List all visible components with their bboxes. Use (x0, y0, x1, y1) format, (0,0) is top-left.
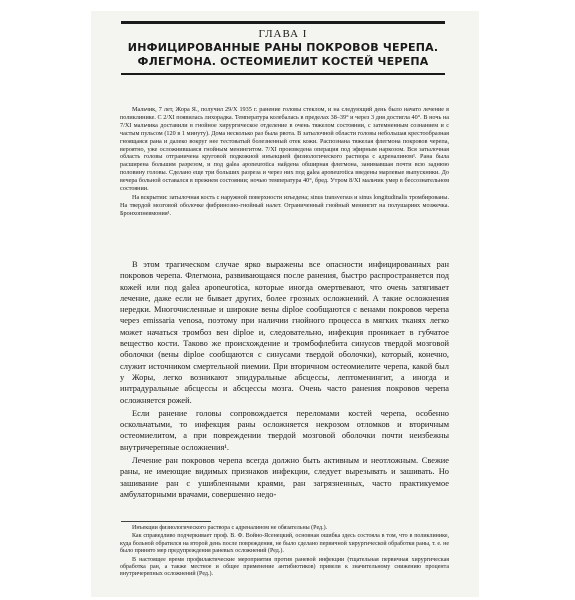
autopsy-paragraph: На вскрытии: затылочная кость с наружной поверхности изъедена; sinus transversus и sinus longitudinalis тромбированы. На твердой мозговой оболочке фибринозно-гнойный налет. Ограниченный гнойный менингит на полушариях мозжечка. Бронхопневмония¹. (120, 193, 449, 217)
body-paragraph-3: Лечение ран покровов черепа всегда должно быть активным и неотложным. Свежие раны, не имеющие видимых признаков инфекции, следует вырезывать и зашивать. Но зашивание ран с ушибленными краями, ран загрязненных, часто практикуемое амбулаторными врачами, совершенно недо- (120, 456, 449, 499)
chapter-title-rule (121, 73, 445, 75)
footnote-rule (121, 521, 211, 522)
case-history (120, 106, 449, 218)
book-page (91, 11, 479, 597)
chapter-title-line-1: ИНФИЦИРОВАННЫЕ РАНЫ ПОКРОВОВ ЧЕРЕПА. (127, 41, 439, 54)
footnote-2: Как справедливо подчеркивает проф. В. Ф. Войно-Ясенецкий, основная ошибка здесь состояла в том, что в поликлинике, куда больной обратился на второй день после повреждения, не было сделано первичной хирургической обработки раны, т. е. не было принято мер предупреждения раневых осложнений (Ред.). (120, 533, 449, 555)
chapter-title-line-2: ФЛЕГМОНА. ОСТЕОМИЕЛИТ КОСТЕЙ ЧЕРЕПА (137, 55, 429, 68)
main-text (120, 259, 449, 500)
footnote-1: Инъекции физиологического раствора с адреналином не обязательны (Ред.). (132, 525, 328, 531)
chapter-title (121, 41, 445, 69)
case-history-paragraph: Мальчик, 7 лет, Жора Я., получил 29/X 1935 г. ранение головы стеклом, и на следующий день было начато лечение в поликлинике. С 2/XI появилась лихорадка. Температура колебалась в пределах 38–39° и через 3 дня достигла 40°. В ночь на 7/XI мальчика доставили в гнойное хирургическое отделение в очень тяжелом состоянии, с затемненным сознанием и с частым пульсом (120 в 1 минуту). Дома несколько раз была рвота. В затылочной области головы небольшая крестообразная гноящаяся рана и далеко вокруг нее тестоватый болезненный отек кожи. Распознана тяжелая флегмона покровов черепа, вероятно, уже осложнившаяся гнойным менингитом. 7/XI произведена операция под эфирным наркозом. Вся затылочная область головы отграничена круговой подкожной инъекцией физиологического раствора с адреналином¹. Рана была расширена большим разрезом, и под galea aponeurotica найдена обширная флегмона, занимавшая почти всю заднюю половину головы. Сделано еще три больших разреза и через них под galea aponeurotica введены марлевые выпускники. До вечера больной оставался в прежнем состоянии; ночью температура 40°, бред. Утром 8/XI мальчик умер в бессознательном состоянии. (120, 106, 449, 193)
body-paragraph-1: В этом трагическом случае ярко выражены все опасности инфицированных ран покровов черепа. Флегмона, развивающаяся после ранения, быстро распространяется под кожей или под galea aponeurotica, которые иногда омертвевают, что очень затягивает лечение, даже если не бывает других, более грозных осложнений. А такие осложнения нередки. Многочисленные и широкие вены diploe сообщаются с венами покровов черепа через emissaria venosa, поэтому при наличии гнойного процесса в мягких тканях легко может начаться тромбоз вен diploe и, следовательно, инфекция проникает в губчатое вещество кости. Таково же происхождение и тромбофлебита синусов твердой мозговой оболочки (вены diploe сообщаются с синусами твердой оболочки), который, конечно, служит источником смертельной пиемии. При вторичном остеомиелите черепа, какой был у Жоры, легко возникают эпидуральные абсцессы, лептоменингит, а иногда и интрадуральные абсцессы и абсцессы мозга. Очень часто ранения покровов черепа осложняется рожей. (120, 260, 449, 405)
body-paragraph-2: Если ранение головы сопровождается переломами костей черепа, особенно оскольчатыми, то инфекция раны осложняется некрозом отломков и вторичным остеомиелитом, а при повреждении твердой мозговой оболочки почти неизбежны внутричерепные осложнения¹. (120, 408, 449, 452)
footnote-3: В настоящее время профилактические мероприятия против раневой инфекции (тщательная первичная хирургическая обработка ран, а также местное и общее применение антибиотиков) привели к значительному снижению процента внутричерепных осложнений (Ред.). (120, 556, 449, 578)
chapter-heading: ГЛАВА I (258, 28, 308, 40)
footnotes (120, 525, 449, 579)
chapter-top-rule (121, 21, 445, 24)
